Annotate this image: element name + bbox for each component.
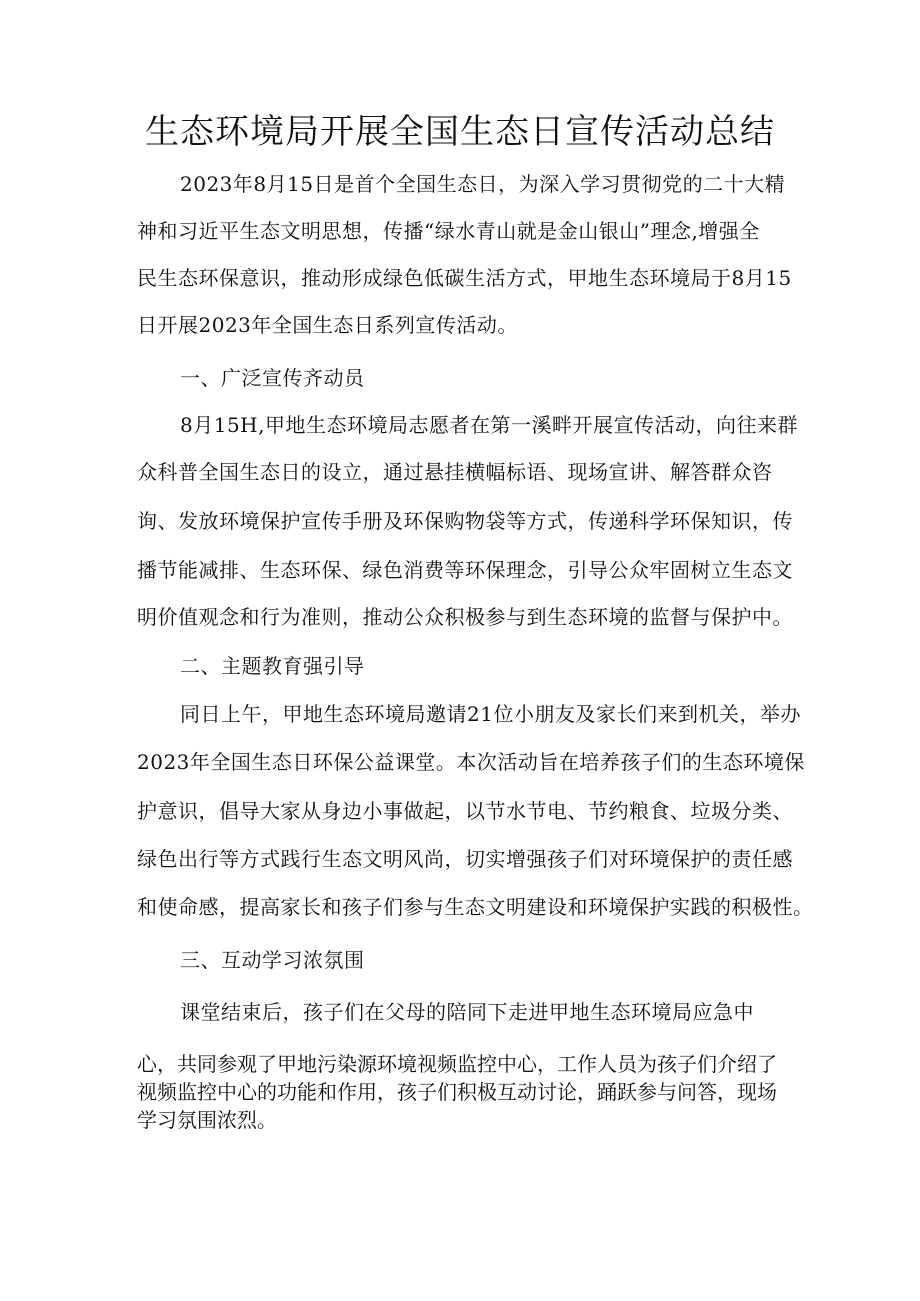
paragraph-line: 播节能减排、生态环保、绿色消费等环保理念，引导公众牢固树立生态文 bbox=[137, 558, 793, 582]
paragraph-line: 明价值观念和行为准则，推动公众积极参与到生态环境的监督与保护中。 bbox=[137, 605, 793, 629]
paragraph-line: 和使命感，提高家长和孩子们参与生态文明建设和环境保护实践的积极性。 bbox=[137, 895, 814, 919]
section-heading: 二、主题教育强引导 bbox=[180, 654, 365, 678]
document-title: 生态环境局开展全国生态日宣传活动总结 bbox=[145, 112, 775, 152]
paragraph-line: 2023年全国生态日环保公益课堂。本次活动旨在培养孩子们的生态环境保 bbox=[137, 750, 805, 774]
paragraph-line: 课堂结束后，孩子们在父母的陪同下走进甲地生态环境局应急中 bbox=[180, 1000, 754, 1024]
paragraph-line: 8月15H,甲地生态环境局志愿者在第一溪畔开展宣传活动，向往来群 bbox=[180, 413, 798, 437]
paragraph-line: 众科普全国生态日的设立，通过悬挂横幅标语、现场宣讲、解答群众咨 bbox=[137, 460, 773, 484]
section-heading: 一、广泛宣传齐动员 bbox=[180, 366, 365, 390]
paragraph-line: 护意识，倡导大家从身边小事做起，以节水节电、节约粮食、垃圾分类、 bbox=[137, 799, 793, 823]
paragraph-line: 学习氛围浓烈。 bbox=[137, 1108, 277, 1132]
paragraph-line: 神和习近平生态文明思想，传播“绿水青山就是金山银山”理念,增强全 bbox=[137, 219, 760, 243]
paragraph-line: 心，共同参观了甲地污染源环境视频监控中心，工作人员为孩子们介绍了 bbox=[137, 1052, 777, 1076]
paragraph-line: 绿色出行等方式践行生态文明风尚，切实增强孩子们对环境保护的责任感 bbox=[137, 847, 793, 871]
paragraph-line: 询、发放环境保护宣传手册及环保购物袋等方式，传递科学环保知识，传 bbox=[137, 509, 793, 533]
paragraph-line: 同日上午，甲地生态环境局邀请21位小朋友及家长们来到机关，举办 bbox=[180, 702, 801, 726]
paragraph-line: 民生态环保意识，推动形成绿色低碳生活方式，甲地生态环境局于8月15 bbox=[137, 266, 792, 290]
paragraph-line: 视频监控中心的功能和作用，孩子们积极互动讨论，踊跃参与问答，现场 bbox=[137, 1080, 777, 1104]
paragraph-line: 2023年8月15日是首个全国生态日，为深入学习贯彻党的二十大精 bbox=[180, 172, 786, 196]
section-heading: 三、互动学习浓氛围 bbox=[180, 948, 365, 972]
paragraph-line: 日开展2023年全国生态日系列宣传活动。 bbox=[137, 313, 518, 337]
